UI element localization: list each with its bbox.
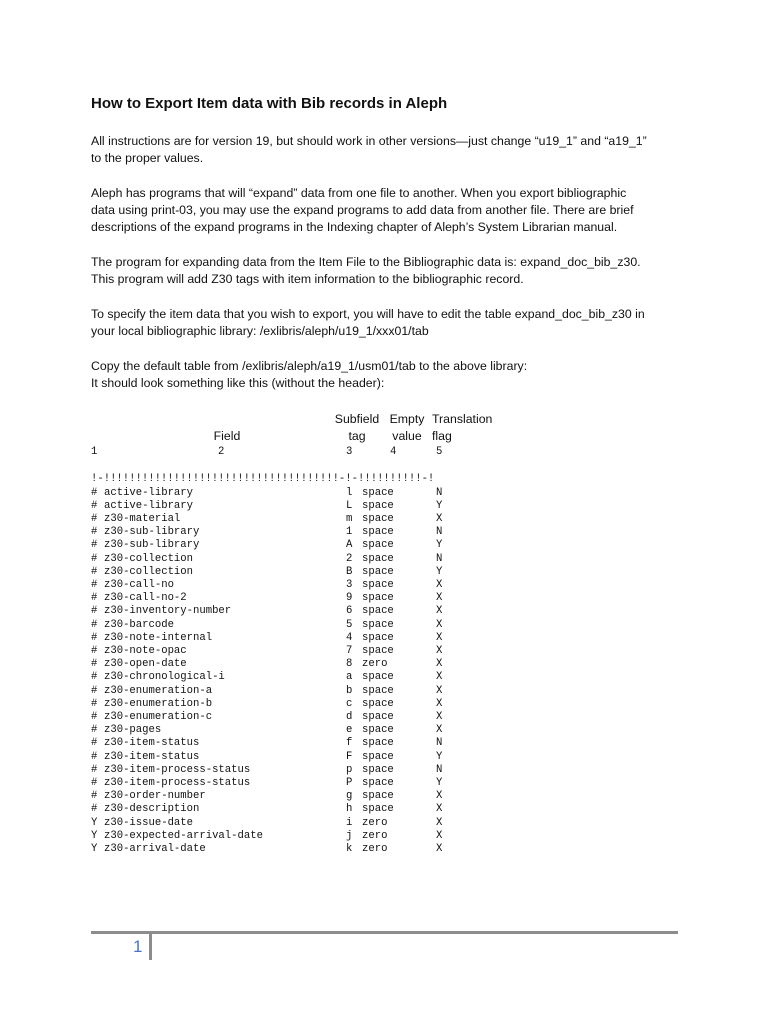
cell-translation: N — [436, 552, 443, 565]
cell-field: active-library — [104, 499, 194, 512]
cell-empty-value: space — [362, 565, 394, 578]
text-line: Aleph has programs that will “expand” data from one file to another. When you export bibliographic — [91, 186, 627, 200]
cell-subfield: 1 — [346, 526, 353, 539]
header-empty-line: Empty — [389, 412, 425, 426]
cell-field: z30-enumeration-c — [104, 710, 213, 723]
cell-field: z30-sub-library — [104, 539, 200, 552]
footer-rule — [91, 931, 678, 934]
cell-subfield: g — [346, 790, 353, 803]
cell-subfield: A — [346, 539, 353, 552]
cell-field: z30-issue-date — [104, 816, 194, 829]
header-field: Field — [213, 429, 241, 443]
cell-empty-value: zero — [362, 658, 388, 671]
cell-translation: X — [436, 631, 443, 644]
cell-flag: # — [91, 750, 98, 763]
cell-flag: # — [91, 803, 98, 816]
text-line: your local bibliographic library: /exlibris/aleph/u19_1/xxx01/tab — [91, 324, 429, 338]
cell-field: z30-barcode — [104, 618, 174, 631]
cell-flag: # — [91, 737, 98, 750]
cell-flag: # — [91, 724, 98, 737]
page-number-bar — [149, 933, 152, 960]
cell-flag: # — [91, 697, 98, 710]
header-translation-line: Translation — [432, 412, 493, 426]
cell-empty-value: space — [362, 697, 394, 710]
cell-empty-value: space — [362, 486, 394, 499]
cell-translation: N — [436, 737, 443, 750]
cell-subfield: 8 — [346, 658, 353, 671]
cell-translation: Y — [436, 539, 443, 552]
cell-flag: # — [91, 658, 98, 671]
cell-translation: Y — [436, 776, 443, 789]
cell-flag: # — [91, 499, 98, 512]
cell-empty-value: space — [362, 750, 394, 763]
cell-flag: # — [91, 578, 98, 591]
text-line: To specify the item data that you wish to export, you will have to edit the table expand_doc_bib_z30 in — [91, 307, 645, 321]
header-translation — [432, 411, 498, 445]
cell-flag: # — [91, 605, 98, 618]
text-line: to the proper values. — [91, 151, 204, 165]
table-separator: !-!!!!!!!!!!!!!!!!!!!!!!!!!!!!!!!!!!!!!-!-!!!!!!!!!!-! — [91, 473, 435, 485]
cell-empty-value: space — [362, 803, 394, 816]
cell-field: z30-material — [104, 512, 181, 525]
cell-subfield: h — [346, 803, 353, 816]
page-number: 1 — [133, 937, 143, 956]
cell-translation: X — [436, 710, 443, 723]
cell-flag: # — [91, 526, 98, 539]
cell-subfield: L — [346, 499, 353, 512]
cell-translation: X — [436, 697, 443, 710]
cell-flag: # — [91, 763, 98, 776]
cell-subfield: 7 — [346, 644, 353, 657]
col-number: 1 — [91, 446, 98, 458]
cell-translation: X — [436, 605, 443, 618]
cell-empty-value: space — [362, 776, 394, 789]
cell-empty-value: space — [362, 539, 394, 552]
cell-field: z30-enumeration-a — [104, 684, 213, 697]
cell-flag: # — [91, 592, 98, 605]
cell-empty-value: zero — [362, 829, 388, 842]
cell-subfield: 9 — [346, 592, 353, 605]
cell-empty-value: zero — [362, 816, 388, 829]
cell-field: z30-item-process-status — [104, 763, 251, 776]
cell-flag: # — [91, 644, 98, 657]
cell-translation: X — [436, 592, 443, 605]
cell-empty-value: space — [362, 499, 394, 512]
cell-subfield: p — [346, 763, 353, 776]
cell-field: z30-description — [104, 803, 200, 816]
cell-subfield: F — [346, 750, 353, 763]
cell-field: z30-item-process-status — [104, 776, 251, 789]
cell-empty-value: space — [362, 578, 394, 591]
text-line: Copy the default table from /exlibris/aleph/a19_1/usm01/tab to the above library: — [91, 359, 528, 373]
cell-empty-value: space — [362, 684, 394, 697]
cell-flag: # — [91, 539, 98, 552]
cell-subfield: l — [346, 486, 353, 499]
cell-translation: X — [436, 578, 443, 591]
cell-field: z30-item-status — [104, 737, 200, 750]
cell-empty-value: space — [362, 737, 394, 750]
cell-field: z30-pages — [104, 724, 162, 737]
cell-empty-value: space — [362, 605, 394, 618]
text-line: It should look something like this (without the header): — [91, 376, 385, 390]
cell-subfield: d — [346, 710, 353, 723]
cell-subfield: b — [346, 684, 353, 697]
cell-flag: Y — [91, 816, 98, 829]
cell-translation: N — [436, 526, 443, 539]
cell-flag: # — [91, 631, 98, 644]
cell-translation: N — [436, 763, 443, 776]
cell-flag: # — [91, 776, 98, 789]
header-translation-line: flag — [432, 429, 452, 443]
cell-flag: Y — [91, 842, 98, 855]
cell-field: z30-item-status — [104, 750, 200, 763]
cell-empty-value: space — [362, 512, 394, 525]
col-number: 5 — [436, 446, 443, 458]
cell-flag: # — [91, 671, 98, 684]
cell-translation: X — [436, 684, 443, 697]
cell-translation: X — [436, 658, 443, 671]
cell-field: z30-open-date — [104, 658, 187, 671]
cell-empty-value: space — [362, 790, 394, 803]
cell-empty-value: space — [362, 526, 394, 539]
cell-field: z30-collection — [104, 552, 194, 565]
col-number: 3 — [346, 446, 353, 458]
cell-flag: Y — [91, 829, 98, 842]
cell-field: z30-arrival-date — [104, 842, 206, 855]
cell-subfield: j — [346, 829, 353, 842]
cell-translation: N — [436, 486, 443, 499]
cell-field: z30-sub-library — [104, 526, 200, 539]
cell-subfield: m — [346, 512, 353, 525]
cell-empty-value: space — [362, 592, 394, 605]
cell-empty-value: space — [362, 618, 394, 631]
cell-subfield: P — [346, 776, 353, 789]
cell-empty-value: space — [362, 552, 394, 565]
cell-translation: X — [436, 842, 443, 855]
cell-empty-value: space — [362, 710, 394, 723]
cell-translation: X — [436, 816, 443, 829]
cell-flag: # — [91, 710, 98, 723]
header-empty — [385, 411, 429, 445]
header-empty-line: value — [392, 429, 422, 443]
cell-subfield: f — [346, 737, 353, 750]
cell-translation: Y — [436, 499, 443, 512]
text-line: This program will add Z30 tags with item information to the bibliographic record. — [91, 272, 524, 286]
cell-translation: X — [436, 512, 443, 525]
cell-subfield: 5 — [346, 618, 353, 631]
page-title: How to Export Item data with Bib records in Aleph — [91, 95, 448, 112]
cell-translation: X — [436, 724, 443, 737]
cell-translation: X — [436, 790, 443, 803]
cell-field: z30-note-opac — [104, 644, 187, 657]
text-line: All instructions are for version 19, but should work in other versions—just change “u19_1” and “a19_1” — [91, 134, 647, 148]
copy-paragraph — [91, 358, 691, 392]
col-number: 2 — [218, 446, 225, 458]
cell-flag: # — [91, 618, 98, 631]
cell-field: z30-enumeration-b — [104, 697, 213, 710]
cell-translation: X — [436, 829, 443, 842]
specify-paragraph — [91, 306, 691, 340]
cell-field: z30-expected-arrival-date — [104, 829, 263, 842]
text-line: descriptions of the expand programs in the Indexing chapter of Aleph’s System Librarian manual. — [91, 220, 618, 234]
cell-subfield: B — [346, 565, 353, 578]
cell-translation: Y — [436, 750, 443, 763]
cell-translation: X — [436, 671, 443, 684]
cell-field: z30-inventory-number — [104, 605, 232, 618]
cell-empty-value: space — [362, 724, 394, 737]
cell-subfield: 2 — [346, 552, 353, 565]
cell-flag: # — [91, 512, 98, 525]
cell-subfield: c — [346, 697, 353, 710]
cell-subfield: k — [346, 842, 353, 855]
cell-field: z30-call-no-2 — [104, 592, 187, 605]
cell-translation: Y — [436, 565, 443, 578]
cell-empty-value: space — [362, 631, 394, 644]
header-subfield — [329, 411, 385, 445]
cell-field: z30-chronological-i — [104, 671, 225, 684]
col-number: 4 — [390, 446, 397, 458]
cell-flag: # — [91, 565, 98, 578]
cell-flag: # — [91, 684, 98, 697]
cell-subfield: 3 — [346, 578, 353, 591]
cell-translation: X — [436, 803, 443, 816]
cell-translation: X — [436, 618, 443, 631]
program-paragraph — [91, 254, 691, 288]
cell-subfield: e — [346, 724, 353, 737]
cell-field: z30-order-number — [104, 790, 206, 803]
cell-empty-value: space — [362, 644, 394, 657]
cell-flag: # — [91, 552, 98, 565]
cell-empty-value: space — [362, 671, 394, 684]
cell-subfield: 6 — [346, 605, 353, 618]
cell-field: active-library — [104, 486, 194, 499]
cell-field: z30-call-no — [104, 578, 174, 591]
cell-translation: X — [436, 644, 443, 657]
cell-flag: # — [91, 790, 98, 803]
text-line: data using print-03, you may use the expand programs to add data from another file. There are brief — [91, 203, 634, 217]
header-subfield-line: Subfield — [334, 412, 380, 426]
cell-field: z30-note-internal — [104, 631, 213, 644]
cell-flag: # — [91, 486, 98, 499]
cell-subfield: i — [346, 816, 353, 829]
cell-field: z30-collection — [104, 565, 194, 578]
cell-empty-value: zero — [362, 842, 388, 855]
intro-paragraph — [91, 133, 691, 167]
text-line: The program for expanding data from the Item File to the Bibliographic data is: expand_doc_bib_z30. — [91, 255, 641, 269]
header-subfield-line: tag — [348, 429, 366, 443]
cell-empty-value: space — [362, 763, 394, 776]
expand-programs-paragraph — [91, 185, 691, 236]
cell-subfield: 4 — [346, 631, 353, 644]
cell-subfield: a — [346, 671, 353, 684]
